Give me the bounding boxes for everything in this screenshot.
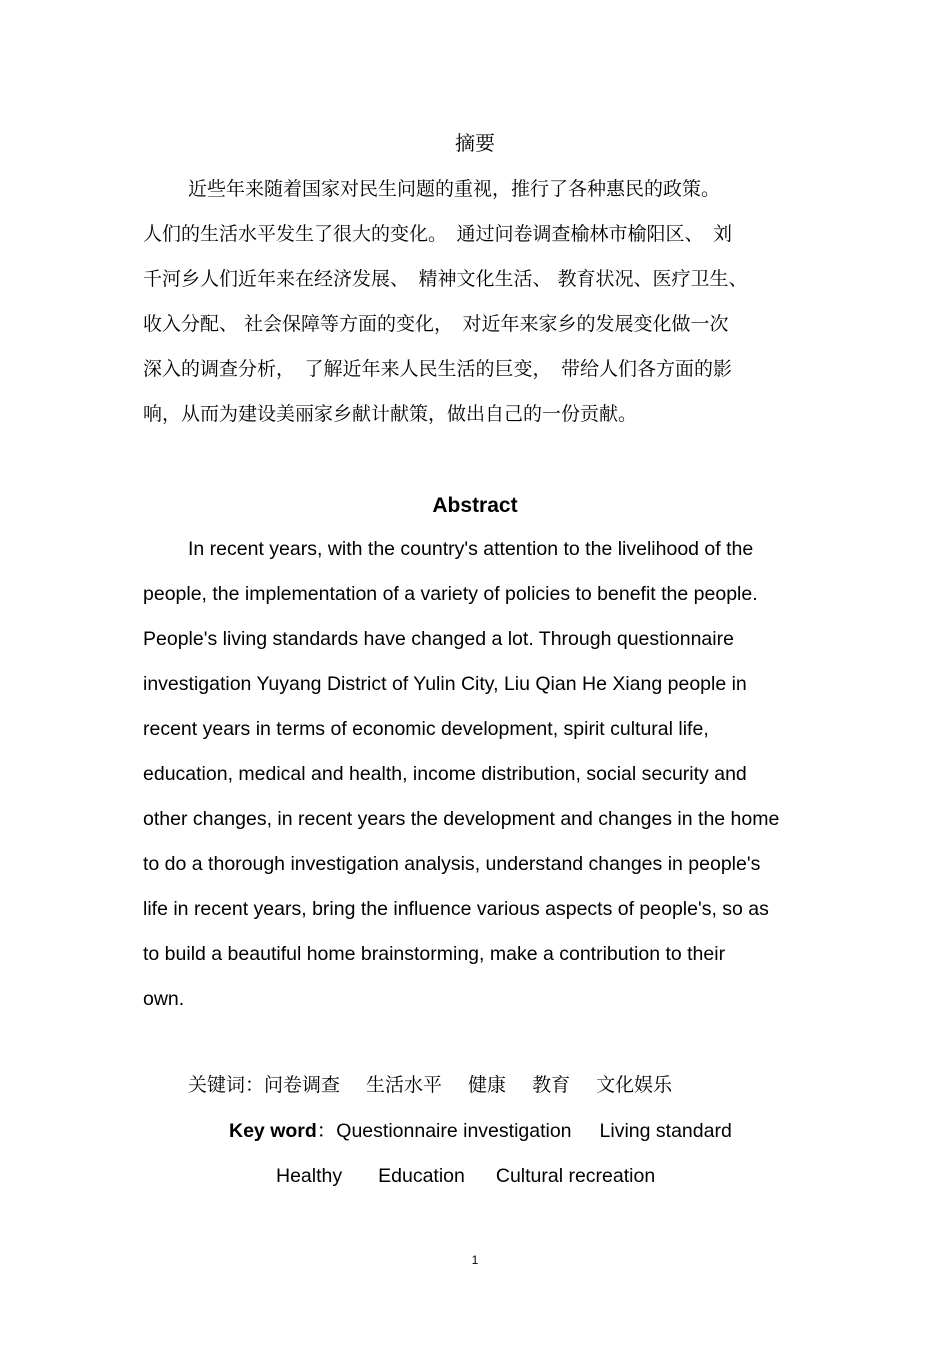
- abstract-en-line-6: education, medical and health, income distribution, social security and: [143, 763, 747, 785]
- abstract-cn-line-5: 深入的调查分析， 了解近年来人民生活的巨变， 带给人们各方面的影: [143, 358, 733, 380]
- page-number: 1: [471, 1253, 479, 1267]
- abstract-en-line-4: investigation Yuyang District of Yulin City, Liu Qian He Xiang people in: [143, 673, 747, 695]
- keyword-en-1: Questionnaire investigation: [336, 1120, 572, 1142]
- keyword-cn-5: 文化娱乐: [596, 1074, 673, 1096]
- keywords-en-separator: ：: [316, 1120, 337, 1142]
- keyword-en-2: Living standard: [599, 1120, 732, 1142]
- keyword-cn-1: 问卷调查: [264, 1074, 341, 1096]
- abstract-en-line-11: own.: [143, 988, 185, 1010]
- abstract-en-line-3: People's living standards have changed a lot. Through questionnaire: [143, 628, 734, 650]
- keyword-en-3: Healthy: [276, 1165, 343, 1187]
- keywords-cn-label: 关键词：: [188, 1074, 265, 1096]
- abstract-en-line-8: to do a thorough investigation analysis, understand changes in people's: [143, 853, 761, 875]
- abstract-en-line-1: In recent years, with the country's attention to the livelihood of the: [188, 538, 754, 560]
- abstract-en-line-10: to build a beautiful home brainstorming, make a contribution to their: [143, 943, 726, 965]
- keywords-cn: [188, 1076, 672, 1095]
- abstract-cn-line-6: 响，从而为建设美丽家乡献计献策，做出自己的一份贡献。: [143, 403, 638, 425]
- abstract-cn-line-2: 人们的生活水平发生了很大的变化。 通过问卷调查榆林市榆阳区、 刘: [143, 223, 733, 245]
- abstract-en-line-9: life in recent years, bring the influence various aspects of people's, so as: [143, 898, 769, 920]
- keywords-en-row-2: [276, 1167, 655, 1187]
- keywords-en-label: Key word: [229, 1120, 317, 1142]
- abstract-en-line-7: other changes, in recent years the development and changes in the home: [143, 808, 780, 830]
- abstract-cn-line-3: 千河乡人们近年来在经济发展、 精神文化生活、 教育状况、医疗卫生、: [143, 268, 748, 290]
- abstract-cn-title: 摘要: [455, 131, 495, 155]
- keyword-en-5: Cultural recreation: [495, 1165, 656, 1187]
- abstract-en-line-2: people, the implementation of a variety of policies to benefit the people.: [143, 583, 758, 605]
- keyword-en-4: Education: [378, 1165, 465, 1187]
- keyword-cn-4: 教育: [532, 1074, 571, 1096]
- keywords-en-row-1: [229, 1122, 732, 1142]
- keyword-cn-3: 健康: [468, 1074, 507, 1096]
- abstract-cn-line-4: 收入分配、 社会保障等方面的变化， 对近年来家乡的发展变化做一次: [143, 313, 729, 335]
- abstract-cn-line-1: 近些年来随着国家对民生问题的重视，推行了各种惠民的政策。: [188, 178, 721, 200]
- abstract-en-line-5: recent years in terms of economic development, spirit cultural life,: [143, 718, 709, 740]
- abstract-en-title: Abstract: [432, 494, 518, 517]
- keyword-cn-2: 生活水平: [366, 1074, 443, 1096]
